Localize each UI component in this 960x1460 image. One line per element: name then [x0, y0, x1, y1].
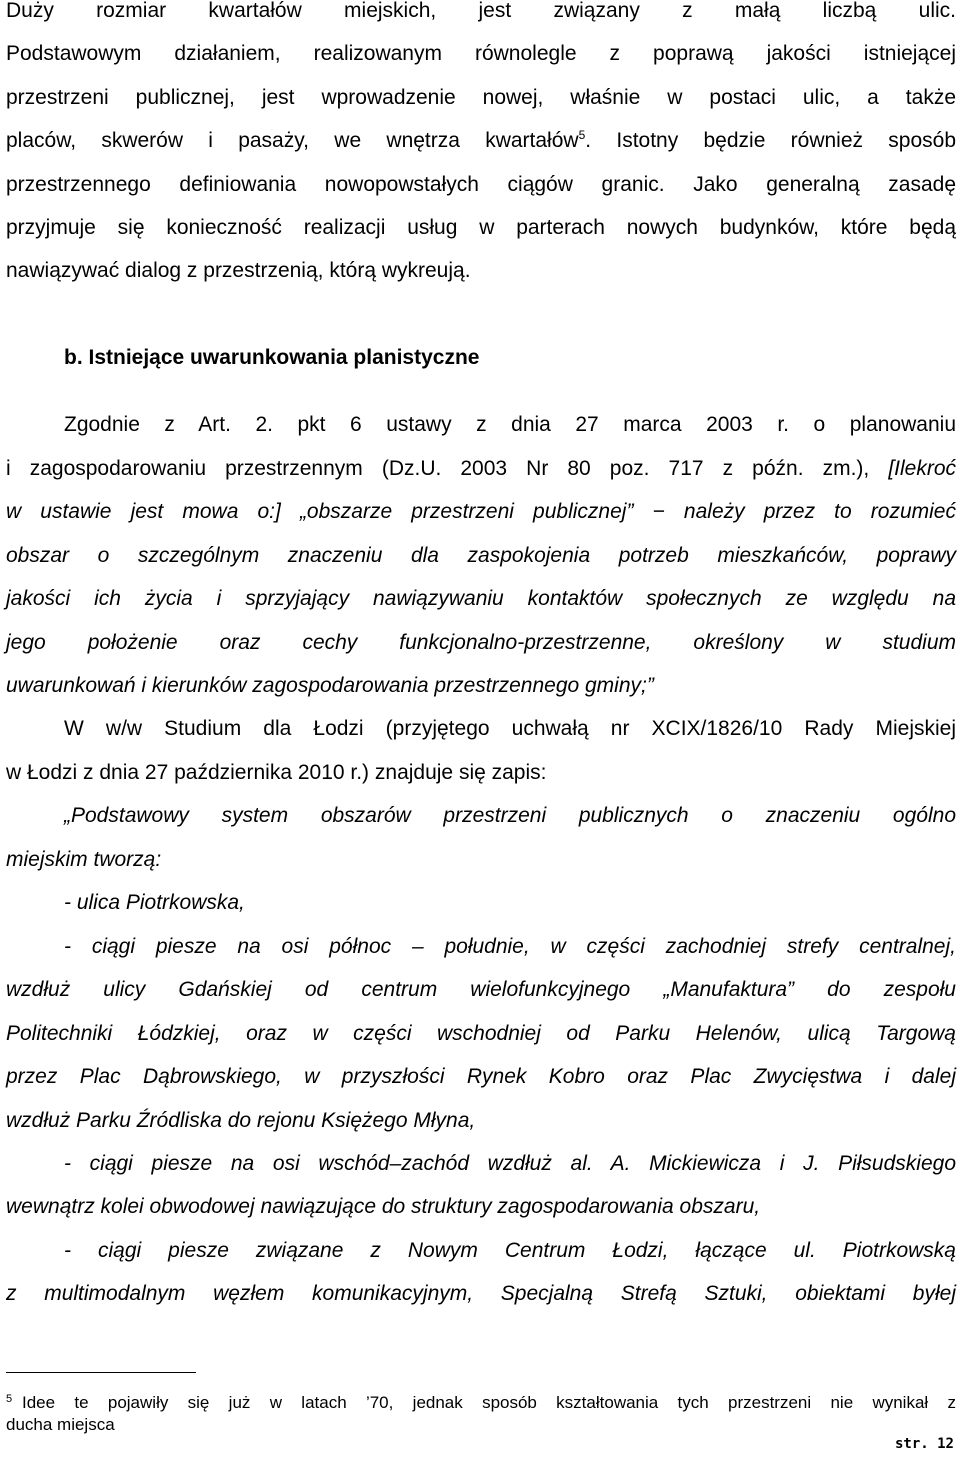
- list-item: - ciągi piesze na osi północ – południe, w części zachodniej strefy centralnej,: [64, 935, 956, 958]
- text-line: wzdłuż Parku Źródliska do rejonu Księżego Młyna,: [6, 1109, 476, 1132]
- text-segment: [Ilekroć: [888, 457, 956, 480]
- text-line: obszar o szczególnym znaczeniu dla zaspokojenia potrzeb mieszkańców, poprawy: [6, 544, 956, 567]
- text-segment: placów, skwerów i pasaży, we wnętrza kwartałów: [6, 129, 579, 152]
- text-segment: i zagospodarowaniu przestrzennym (Dz.U. 2003 Nr 80 poz. 717 z późn. zm.),: [6, 457, 889, 480]
- footnote-reference[interactable]: 5: [578, 128, 586, 142]
- footnote-number: 5: [6, 1393, 13, 1405]
- text-line: przestrzennego definiowania nowopowstałych ciągów granic. Jako generalną zasadę: [6, 173, 956, 196]
- text-line: „Podstawowy system obszarów przestrzeni publicznych o znaczeniu ogólno: [64, 804, 956, 827]
- text-line: w Łodzi z dnia 27 października 2010 r.) znajduje się zapis:: [6, 761, 547, 784]
- footnote-text: ducha miejsca: [6, 1415, 115, 1434]
- text-line: przestrzeni publicznej, jest wprowadzenie nowej, właśnie w postaci ulic, a także: [6, 86, 956, 109]
- footnote-line: [6, 1386, 12, 1410]
- text-line: miejskim tworzą:: [6, 848, 162, 871]
- text-line: w ustawie jest mowa o:] „obszarze przestrzeni publicznej” − należy przez to rozumieć: [6, 500, 956, 523]
- section-heading: b. Istniejące uwarunkowania planistyczne: [64, 346, 480, 369]
- text-line: Zgodnie z Art. 2. pkt 6 ustawy z dnia 27 marca 2003 r. o planowaniu: [64, 413, 956, 436]
- text-line: przez Plac Dąbrowskiego, w przyszłości Rynek Kobro oraz Plac Zwycięstwa i dalej: [6, 1065, 956, 1088]
- page-number: str. 12: [894, 1436, 954, 1452]
- text-line: W w/w Studium dla Łodzi (przyjętego uchwałą nr XCIX/1826/10 Rady Miejskiej: [64, 717, 956, 740]
- list-item: - ulica Piotrkowska,: [64, 891, 245, 914]
- text-line: [6, 455, 956, 483]
- list-item: - ciągi piesze związane z Nowym Centrum Łodzi, łączące ul. Piotrkowską: [64, 1239, 956, 1262]
- text-line: uwarunkowań i kierunków zagospodarowania przestrzennego gminy;”: [6, 674, 654, 697]
- text-segment: . Istotny będzie również sposób: [585, 129, 957, 152]
- text-line: jakości ich życia i sprzyjający nawiązywaniu kontaktów społecznych ze względu na: [6, 587, 956, 610]
- text-line: nawiązywać dialog z przestrzenią, którą wykreują.: [6, 259, 471, 282]
- text-line: jego położenie oraz cechy funkcjonalno-przestrzenne, określony w studium: [6, 631, 956, 654]
- text-line: [6, 127, 956, 155]
- text-line: z multimodalnym węzłem komunikacyjnym, Specjalną Strefą Sztuki, obiektami byłej: [6, 1282, 956, 1305]
- text-line: wzdłuż ulicy Gdańskiej od centrum wielofunkcyjnego „Manufaktura” do zespołu: [6, 978, 956, 1001]
- footnote-text: Idee te pojawiły się już w latach ’70, jednak sposób kształtowania tych przestrzeni nie wynikał z: [22, 1393, 956, 1412]
- text-line: Duży rozmiar kwartałów miejskich, jest związany z małą liczbą ulic.: [6, 0, 956, 22]
- footnote-separator: [6, 1372, 196, 1373]
- text-line: wewnątrz kolei obwodowej nawiązujące do struktury zagospodarowania obszaru,: [6, 1195, 761, 1218]
- list-item: - ciągi piesze na osi wschód–zachód wzdłuż al. A. Mickiewicza i J. Piłsudskiego: [64, 1152, 956, 1175]
- text-line: Politechniki Łódzkiej, oraz w części wschodniej od Parku Helenów, ulicą Targową: [6, 1022, 956, 1045]
- text-line: przyjmuje się konieczność realizacji usług w parterach nowych budynków, które będą: [6, 216, 956, 239]
- text-line: Podstawowym działaniem, realizowanym równolegle z poprawą jakości istniejącej: [6, 42, 956, 65]
